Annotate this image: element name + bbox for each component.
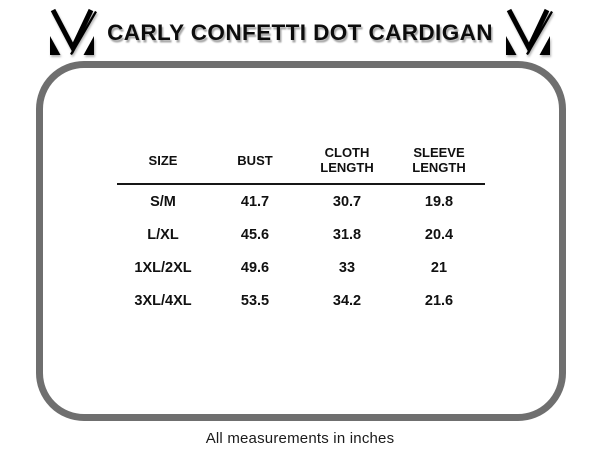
column-header-sleeve-length: SLEEVE LENGTH [412, 145, 466, 175]
size-cell: 1XL/2XL [134, 259, 192, 276]
page-title: CARLY CONFETTI DOT CARDIGAN [107, 20, 493, 45]
title-row [0, 6, 600, 60]
size-cell: L/XL [147, 226, 179, 243]
column-header-cloth-length: CLOTH LENGTH [320, 145, 374, 175]
size-cell: 3XL/4XL [134, 292, 192, 309]
size-chart-box [36, 61, 566, 421]
brand-logo-icon [46, 8, 98, 58]
column-header-bust: BUST [237, 152, 273, 168]
cloth-length-cell: 33 [338, 259, 356, 276]
cloth-length-cell: 34.2 [332, 292, 362, 309]
table-header-row [117, 145, 485, 175]
bust-cell: 45.6 [240, 226, 270, 243]
table-row [117, 218, 485, 251]
table-row [117, 284, 485, 317]
cloth-length-cell: 30.7 [332, 193, 362, 210]
table-row [117, 251, 485, 284]
sleeve-length-cell: 19.8 [424, 193, 454, 210]
cloth-length-cell: 31.8 [332, 226, 362, 243]
sleeve-length-cell: 21 [430, 259, 448, 276]
brand-logo-icon [502, 8, 554, 58]
size-table [117, 145, 485, 317]
sleeve-length-cell: 20.4 [424, 226, 454, 243]
measurements-note: All measurements in inches [205, 430, 395, 447]
sleeve-length-cell: 21.6 [424, 292, 454, 309]
size-cell: S/M [150, 193, 176, 210]
bust-cell: 53.5 [240, 292, 270, 309]
bust-cell: 41.7 [240, 193, 270, 210]
column-header-size: SIZE [148, 152, 178, 168]
bust-cell: 49.6 [240, 259, 270, 276]
table-row [117, 185, 485, 218]
